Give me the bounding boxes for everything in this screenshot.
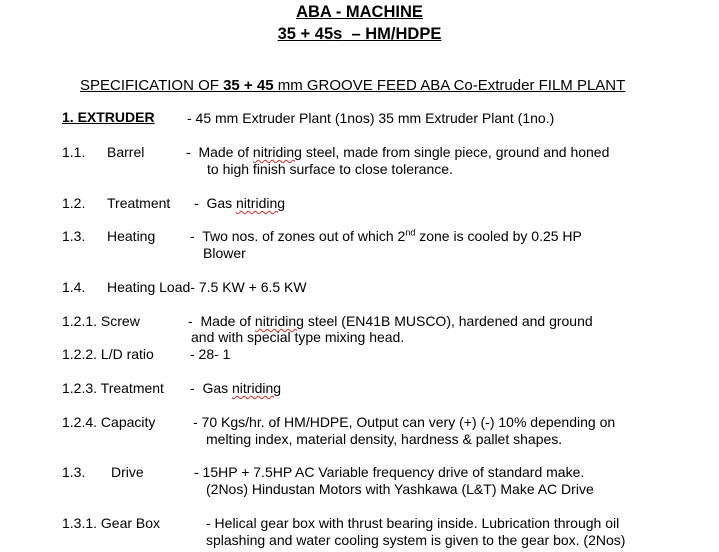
screw-b: steel (EN41B MUSCO), hardened and ground xyxy=(303,313,593,329)
title-line2-a: 35 + 45 xyxy=(277,25,334,43)
screw-nitriding: nitriding xyxy=(254,313,304,329)
doc-title-line2 xyxy=(0,25,719,44)
heating-line2: Blower xyxy=(203,245,246,261)
heating-load-num: 1.4. xyxy=(62,279,86,295)
title-line1-text: ABA - MACHINE xyxy=(296,3,423,21)
capacity-line2: melting index, material density, hardness & pallet shapes. xyxy=(206,431,563,447)
screw-num: 1.2.1. Screw xyxy=(62,313,140,329)
treatment-a: - Gas xyxy=(194,195,237,211)
spec-title-suffix: mm GROOVE FEED ABA Co-Extruder FILM PLANT xyxy=(273,77,626,94)
spec-title-prefix: SPECIFICATION OF xyxy=(80,77,224,94)
drive-line1: - 15HP + 7.5HP AC Variable frequency drive of standard make. xyxy=(194,464,585,480)
drive-label: Drive xyxy=(111,464,144,480)
treatment-nitriding: nitriding xyxy=(236,195,286,211)
treatment-label: Treatment xyxy=(107,195,171,211)
heating-label: Heating xyxy=(107,228,156,244)
barrel-line2: to high finish surface to close tolerance. xyxy=(207,161,453,177)
heating-a: - Two nos. of zones out of which 2 xyxy=(190,228,406,244)
gearbox-line2: splashing and water cooling system is given to the gear box. (2Nos) xyxy=(206,532,626,548)
barrel-a: - Made of xyxy=(186,144,253,160)
heating-line1 xyxy=(190,228,582,244)
ld-ratio-num: 1.2.2. L/D ratio xyxy=(62,346,154,362)
heating-sup: nd xyxy=(405,227,416,238)
barrel-line1 xyxy=(186,144,609,160)
barrel-label: Barrel xyxy=(107,144,145,160)
treatment2-value xyxy=(190,380,281,396)
heating-load-label-text: Heating Load xyxy=(107,279,191,295)
treatment2-nitriding: nitriding xyxy=(232,380,282,396)
heating-b: zone is cooled by 0.25 HP xyxy=(415,228,582,244)
heating-load-label xyxy=(107,279,307,295)
barrel-b: steel, made from single piece, ground and honed xyxy=(301,144,610,160)
treatment2-a: - Gas xyxy=(190,380,233,396)
extruder-heading: 1. EXTRUDER xyxy=(62,109,155,125)
gearbox-line1: - Helical gear box with thrust bearing inside. Lubrication through oil xyxy=(206,515,620,531)
extruder-desc: - 45 mm Extruder Plant (1nos) 35 mm Extruder Plant (1no.) xyxy=(187,110,555,126)
drive-line2: (2Nos) Hindustan Motors with Yashkawa (L&T) Make AC Drive xyxy=(206,481,594,497)
capacity-line1: - 70 Kgs/hr. of HM/HDPE, Output can very (+) (-) 10% depending on xyxy=(193,414,616,430)
treatment2-num: 1.2.3. Treatment xyxy=(62,380,164,396)
ld-ratio-value: - 28- 1 xyxy=(190,346,231,362)
screw-line2: and with special type mixing head. xyxy=(191,329,405,345)
drive-num: 1.3. xyxy=(62,464,86,480)
title-line2-b: – HM/HDPE xyxy=(342,25,442,43)
treatment-num: 1.2. xyxy=(62,195,86,211)
treatment-value xyxy=(194,195,285,211)
spec-title xyxy=(80,77,625,94)
screw-line1 xyxy=(188,313,593,329)
gearbox-num: 1.3.1. Gear Box xyxy=(62,515,161,531)
capacity-num: 1.2.4. Capacity xyxy=(62,414,156,430)
heating-load-value: - 7.5 KW + 6.5 KW xyxy=(190,279,307,295)
spec-title-bold: 35 + 45 xyxy=(223,77,274,94)
barrel-num: 1.1. xyxy=(62,144,86,160)
barrel-nitriding: nitriding xyxy=(252,144,302,160)
screw-a: - Made of xyxy=(188,313,255,329)
heating-num: 1.3. xyxy=(62,228,86,244)
title-line2-s: s xyxy=(333,25,343,43)
doc-title-line1 xyxy=(0,3,719,22)
